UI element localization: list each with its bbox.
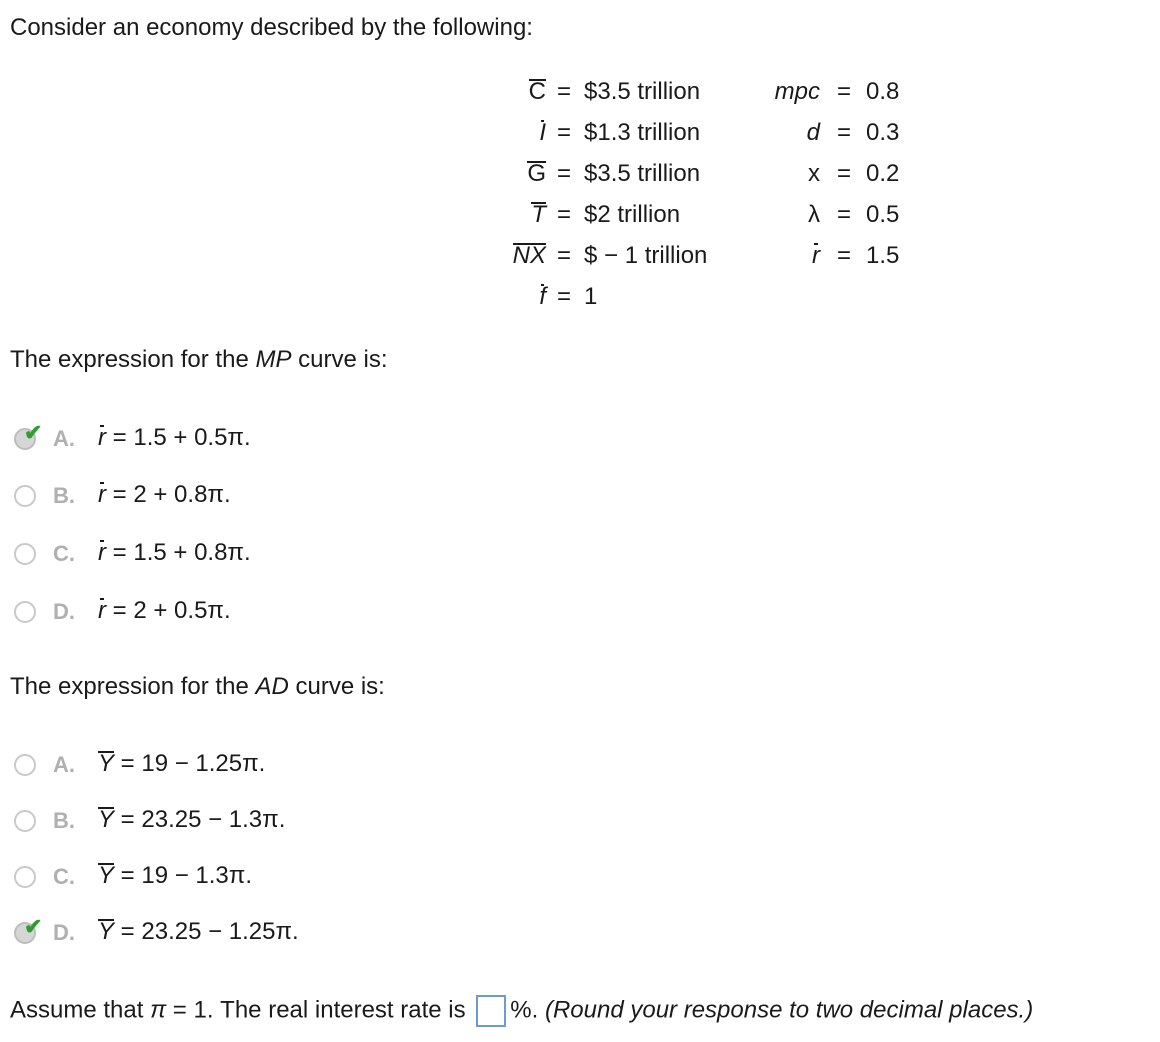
var-name: NX [512,242,546,269]
var-name: mpc [774,78,820,105]
option-expression [98,862,252,890]
equals-sign: = [836,160,851,187]
var-value: $2 trillion [584,201,681,228]
equals-sign: = [556,119,571,146]
expr-lhs: r [98,597,106,624]
var-name: x [808,160,820,187]
option-letter: C. [53,541,75,566]
intro-text: Consider an economy described by the following: [10,14,533,41]
var-row-f [466,283,707,324]
question-term: MP [255,346,292,373]
option-expression [98,597,231,625]
equals-sign: = [556,160,571,187]
check-icon: ✔ [24,914,43,939]
var-row-t [466,201,707,242]
mp-option-a[interactable] [10,420,310,458]
var-value: 0.8 [866,78,900,105]
var-value: 0.3 [866,119,900,146]
var-value: $3.5 trillion [584,78,701,105]
var-value: 1.5 [866,242,900,269]
question-interest-rate [10,995,1033,1027]
var-row-c [466,78,707,119]
expr-rhs: = 1.5 + 0.8π. [106,539,251,566]
option-letter: B. [53,483,75,508]
expr-rhs: = 2 + 0.5π. [106,597,231,624]
var-name: r [812,242,820,269]
option-letter: A. [53,426,75,451]
var-value: 0.5 [866,201,900,228]
check-icon: ✔ [24,420,43,445]
ad-option-c[interactable] [10,862,350,896]
mp-option-b[interactable] [10,481,310,515]
var-name: T [531,201,546,228]
equals-sign: = [836,78,851,105]
var-name: C [528,78,546,105]
rounding-hint: (Round your response to two decimal places.) [544,996,1034,1024]
equals-sign: = [556,283,571,310]
var-row-r [740,242,899,283]
question-suffix: curve is: [288,673,385,700]
variables-right [740,78,899,283]
equals-sign: = [836,201,851,228]
question-condition: = 1. The real interest rate is [166,996,473,1024]
question-prefix: The expression for the [10,673,256,700]
question-term: AD [255,673,289,700]
option-expression [98,424,251,452]
radio-button[interactable] [14,810,36,832]
expr-lhs: r [98,481,106,508]
question-ad [10,673,385,701]
var-value: $3.5 trillion [584,160,701,187]
question-mp [10,346,388,374]
equals-sign: = [836,119,851,146]
var-name: λ [808,201,820,228]
expr-rhs: = 1.5 + 0.5π. [106,424,251,451]
var-row-x [740,160,899,201]
expr-rhs: = 23.25 − 1.3π. [114,806,286,833]
expr-rhs: = 19 − 1.3π. [114,862,253,889]
option-letter: A. [53,752,75,777]
mp-option-c[interactable] [10,539,310,573]
radio-button[interactable] [14,866,36,888]
var-row-i [466,119,707,160]
equals-sign: = [836,242,851,269]
var-row-lambda [740,201,899,242]
ad-option-a[interactable] [10,750,350,784]
unit-text: %. [510,996,545,1024]
expr-lhs: Y [98,862,115,889]
expr-lhs: Y [98,806,115,833]
option-letter: D. [53,920,75,945]
pi-symbol: π [150,996,167,1024]
question-prefix: Assume that [10,996,151,1024]
var-row-d [740,119,899,160]
radio-button[interactable] [14,754,36,776]
var-name: d [806,119,820,146]
expr-lhs: Y [98,750,115,777]
mp-option-d[interactable] [10,597,310,631]
expr-rhs: = 2 + 0.8π. [106,481,231,508]
option-expression [98,750,265,778]
option-expression [98,806,285,834]
expr-rhs: = 23.25 − 1.25π. [114,918,299,945]
option-expression [98,918,299,946]
option-letter: D. [53,599,75,624]
option-expression [98,481,231,509]
expr-lhs: r [98,539,106,566]
equals-sign: = [556,201,571,228]
expr-lhs: Y [98,918,115,945]
radio-button[interactable] [14,485,36,507]
var-name: G [527,160,546,187]
var-row-g [466,160,707,201]
answer-input[interactable] [476,995,506,1027]
option-letter: C. [53,864,75,889]
var-value: 1 [584,283,598,310]
var-row-mpc [740,78,899,119]
question-suffix: curve is: [291,346,388,373]
var-name: I [539,119,546,146]
equals-sign: = [556,78,571,105]
variables-left [466,78,707,324]
option-letter: B. [53,808,75,833]
question-prefix: The expression for the [10,346,256,373]
var-name: f [539,283,546,310]
radio-button[interactable] [14,601,36,623]
var-value: 0.2 [866,160,900,187]
radio-button[interactable] [14,543,36,565]
var-row-nx [466,242,707,283]
var-value: $1.3 trillion [584,119,701,146]
var-value: $ − 1 trillion [584,242,708,269]
equals-sign: = [556,242,571,269]
ad-option-b[interactable] [10,806,350,840]
option-expression [98,539,251,567]
expr-lhs: r [98,424,106,451]
ad-option-d[interactable] [10,914,350,952]
expr-rhs: = 19 − 1.25π. [114,750,266,777]
